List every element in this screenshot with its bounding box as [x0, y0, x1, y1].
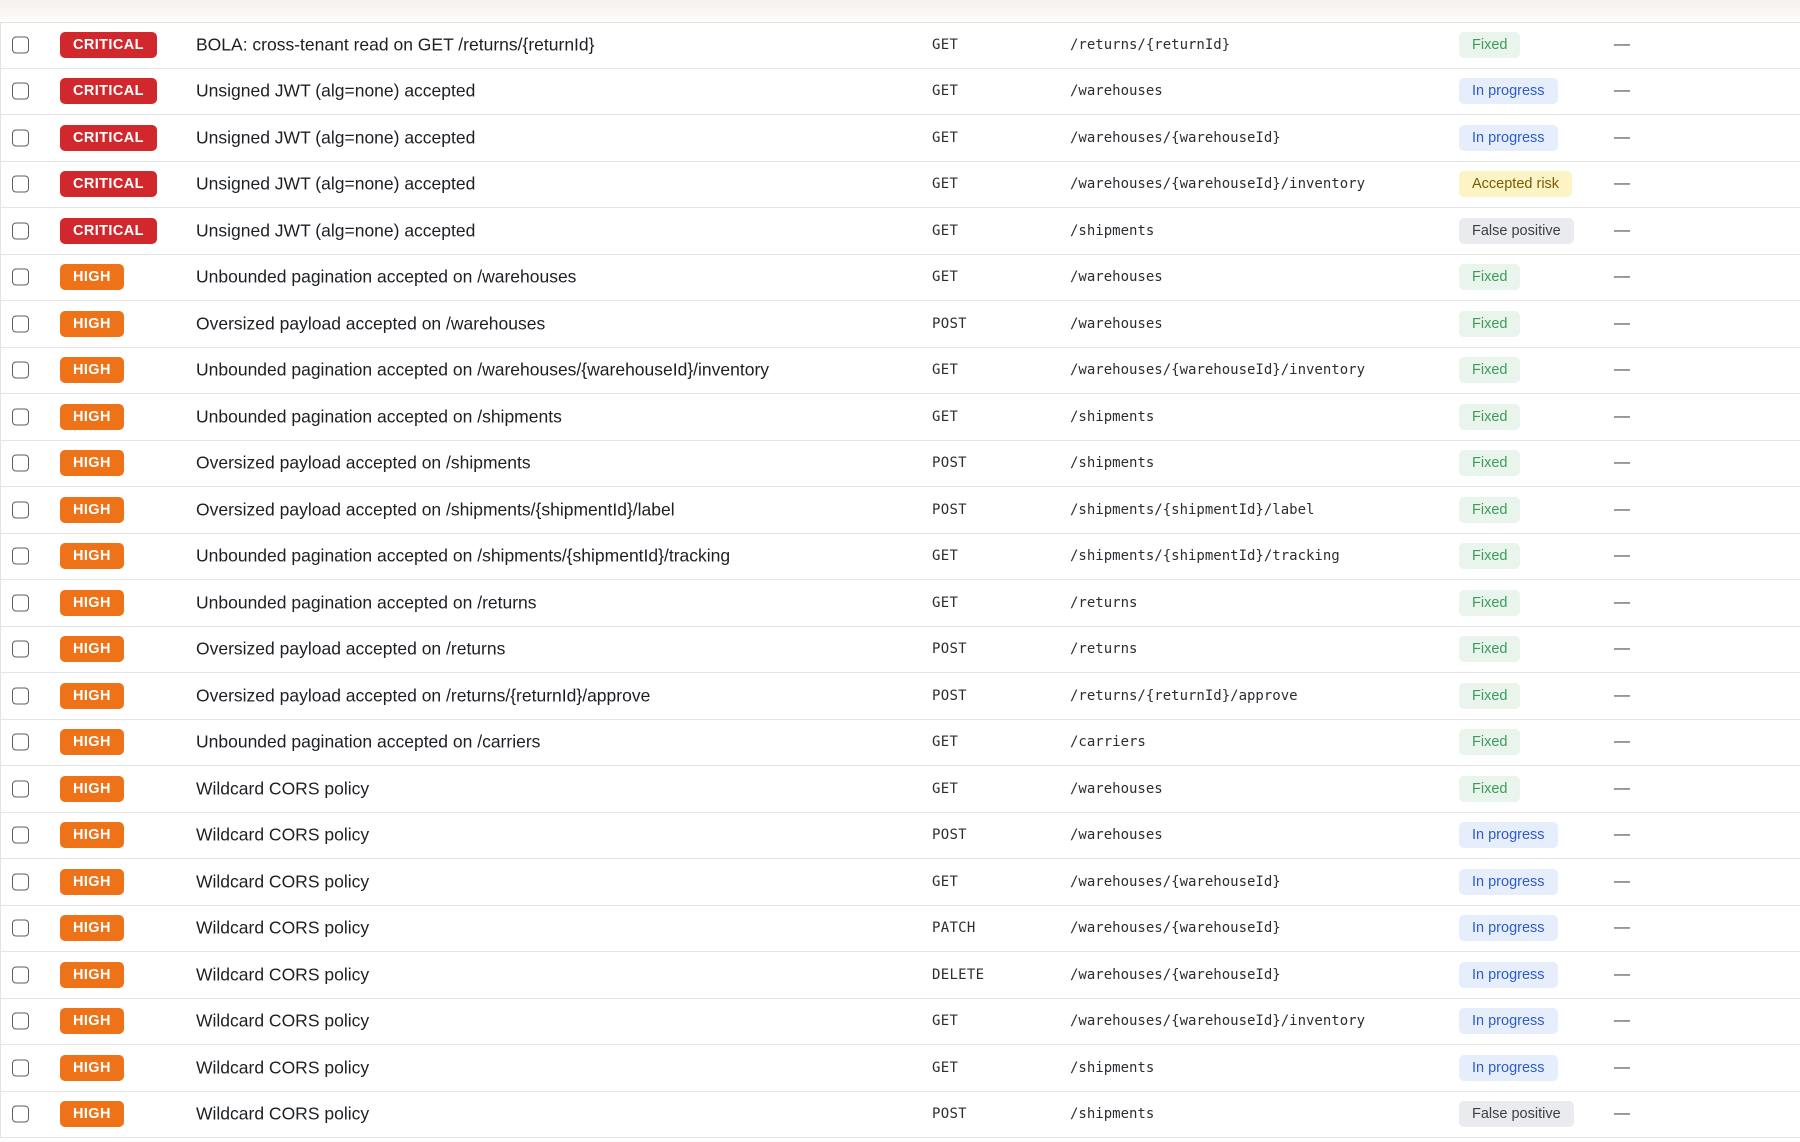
- endpoint-path: /shipments/{shipmentId}/tracking: [1070, 548, 1340, 565]
- row-checkbox[interactable]: [12, 455, 29, 472]
- table-row[interactable]: [1, 999, 1800, 1046]
- severity-badge: HIGH: [60, 450, 124, 476]
- table-row[interactable]: [1, 441, 1800, 488]
- table-row[interactable]: [1, 627, 1800, 674]
- row-checkbox[interactable]: [12, 780, 29, 797]
- finding-title[interactable]: Unbounded pagination accepted on /shipments/{shipmentId}/tracking: [196, 545, 731, 566]
- finding-title[interactable]: Oversized payload accepted on /shipments: [196, 452, 531, 473]
- finding-title[interactable]: Wildcard CORS policy: [196, 778, 370, 799]
- finding-title[interactable]: Unsigned JWT (alg=none) accepted: [196, 173, 476, 194]
- severity-badge: HIGH: [60, 590, 124, 616]
- severity-badge: HIGH: [60, 1055, 124, 1081]
- row-checkbox[interactable]: [12, 687, 29, 704]
- endpoint-path: /shipments: [1070, 1059, 1155, 1076]
- assignee-cell: —: [1614, 35, 1630, 53]
- assignee-cell: —: [1614, 1105, 1630, 1123]
- endpoint-path: /warehouses/{warehouseId}/inventory: [1070, 362, 1366, 379]
- status-badge[interactable]: False positive: [1459, 1101, 1574, 1127]
- severity-badge: HIGH: [60, 776, 124, 802]
- http-method: DELETE: [932, 966, 985, 983]
- findings-table: [0, 22, 1800, 1138]
- assignee-cell: —: [1614, 128, 1630, 146]
- row-checkbox[interactable]: [12, 315, 29, 332]
- endpoint-path: /shipments: [1070, 1106, 1155, 1123]
- finding-title[interactable]: Unsigned JWT (alg=none) accepted: [196, 80, 476, 101]
- severity-badge: CRITICAL: [60, 218, 157, 244]
- severity-badge: HIGH: [60, 729, 124, 755]
- http-method: GET: [932, 83, 959, 100]
- row-checkbox[interactable]: [12, 641, 29, 658]
- table-row[interactable]: [1, 859, 1800, 906]
- table-row[interactable]: [1, 208, 1800, 255]
- endpoint-path: /returns/{returnId}/approve: [1070, 687, 1298, 704]
- table-row[interactable]: [1, 69, 1800, 116]
- finding-title[interactable]: Unbounded pagination accepted on /warehouses: [196, 266, 577, 287]
- table-row[interactable]: [1, 766, 1800, 813]
- endpoint-path: /warehouses/{warehouseId}: [1070, 129, 1281, 146]
- endpoint-path: /shipments/{shipmentId}/label: [1070, 501, 1315, 518]
- severity-badge: HIGH: [60, 404, 124, 430]
- table-row[interactable]: [1, 534, 1800, 581]
- endpoint-path: /shipments: [1070, 455, 1155, 472]
- http-method: GET: [932, 36, 959, 53]
- status-badge[interactable]: In progress: [1459, 962, 1558, 988]
- severity-badge: HIGH: [60, 1101, 124, 1127]
- finding-title[interactable]: Wildcard CORS policy: [196, 917, 370, 938]
- row-checkbox[interactable]: [12, 269, 29, 286]
- http-method: GET: [932, 362, 959, 379]
- endpoint-path: /returns: [1070, 594, 1138, 611]
- http-method: POST: [932, 315, 967, 332]
- row-checkbox[interactable]: [12, 734, 29, 751]
- severity-badge: HIGH: [60, 683, 124, 709]
- assignee-cell: —: [1614, 82, 1630, 100]
- row-checkbox[interactable]: [12, 408, 29, 425]
- status-badge[interactable]: Fixed: [1459, 404, 1520, 430]
- assignee-cell: —: [1614, 779, 1630, 797]
- http-method: POST: [932, 827, 967, 844]
- assignee-cell: —: [1614, 733, 1630, 751]
- row-checkbox[interactable]: [12, 966, 29, 983]
- endpoint-path: /warehouses/{warehouseId}/inventory: [1070, 176, 1366, 193]
- assignee-cell: —: [1614, 314, 1630, 332]
- severity-badge: HIGH: [60, 311, 124, 337]
- assignee-cell: —: [1614, 826, 1630, 844]
- assignee-cell: —: [1614, 221, 1630, 239]
- table-row[interactable]: [1, 348, 1800, 395]
- assignee-cell: —: [1614, 547, 1630, 565]
- finding-title[interactable]: Oversized payload accepted on /warehouses: [196, 313, 546, 334]
- http-method: PATCH: [932, 920, 976, 937]
- row-checkbox[interactable]: [12, 1059, 29, 1076]
- severity-badge: HIGH: [60, 264, 124, 290]
- finding-title[interactable]: Unsigned JWT (alg=none) accepted: [196, 220, 476, 241]
- table-row[interactable]: [1, 162, 1800, 209]
- finding-title[interactable]: BOLA: cross-tenant read on GET /returns/{returnId}: [196, 34, 595, 55]
- row-checkbox[interactable]: [12, 222, 29, 239]
- table-row[interactable]: [1, 115, 1800, 162]
- finding-title[interactable]: Wildcard CORS policy: [196, 1010, 370, 1031]
- http-method: GET: [932, 548, 959, 565]
- table-row[interactable]: [1, 255, 1800, 302]
- http-method: GET: [932, 222, 959, 239]
- finding-title[interactable]: Wildcard CORS policy: [196, 824, 370, 845]
- endpoint-path: /warehouses: [1070, 269, 1163, 286]
- assignee-cell: —: [1614, 686, 1630, 704]
- severity-badge: HIGH: [60, 636, 124, 662]
- finding-title[interactable]: Unbounded pagination accepted on /returns: [196, 592, 537, 613]
- http-method: GET: [932, 780, 959, 797]
- severity-badge: HIGH: [60, 543, 124, 569]
- table-row[interactable]: [1, 720, 1800, 767]
- assignee-cell: —: [1614, 1012, 1630, 1030]
- row-checkbox[interactable]: [12, 827, 29, 844]
- table-row[interactable]: [1, 673, 1800, 720]
- finding-title[interactable]: Unbounded pagination accepted on /carriers: [196, 731, 541, 752]
- status-badge[interactable]: Fixed: [1459, 683, 1520, 709]
- finding-title[interactable]: Oversized payload accepted on /returns/{returnId}/approve: [196, 685, 651, 706]
- status-badge[interactable]: Fixed: [1459, 590, 1520, 616]
- row-checkbox[interactable]: [12, 36, 29, 53]
- assignee-cell: —: [1614, 965, 1630, 983]
- http-method: GET: [932, 734, 959, 751]
- finding-title[interactable]: Wildcard CORS policy: [196, 964, 370, 985]
- http-method: GET: [932, 873, 959, 890]
- table-header-strip: [0, 0, 1800, 23]
- table-row[interactable]: [1, 22, 1800, 69]
- severity-badge: CRITICAL: [60, 171, 157, 197]
- http-method: POST: [932, 687, 967, 704]
- row-checkbox[interactable]: [12, 920, 29, 937]
- endpoint-path: /warehouses/{warehouseId}/inventory: [1070, 1013, 1366, 1030]
- table-row[interactable]: [1, 301, 1800, 348]
- status-badge[interactable]: Fixed: [1459, 776, 1520, 802]
- status-badge[interactable]: Fixed: [1459, 636, 1520, 662]
- assignee-cell: —: [1614, 640, 1630, 658]
- endpoint-path: /warehouses: [1070, 83, 1163, 100]
- status-badge[interactable]: Fixed: [1459, 543, 1520, 569]
- status-badge[interactable]: In progress: [1459, 1055, 1558, 1081]
- row-checkbox[interactable]: [12, 362, 29, 379]
- endpoint-path: /returns: [1070, 641, 1138, 658]
- http-method: POST: [932, 455, 967, 472]
- severity-badge: HIGH: [60, 497, 124, 523]
- status-badge[interactable]: Fixed: [1459, 357, 1520, 383]
- finding-title[interactable]: Unsigned JWT (alg=none) accepted: [196, 127, 476, 148]
- status-badge[interactable]: Fixed: [1459, 311, 1520, 337]
- endpoint-path: /warehouses: [1070, 780, 1163, 797]
- table-row[interactable]: [1, 487, 1800, 534]
- status-badge[interactable]: In progress: [1459, 822, 1558, 848]
- endpoint-path: /shipments: [1070, 408, 1155, 425]
- status-badge[interactable]: In progress: [1459, 869, 1558, 895]
- status-badge[interactable]: In progress: [1459, 1008, 1558, 1034]
- severity-badge: CRITICAL: [60, 125, 157, 151]
- assignee-cell: —: [1614, 919, 1630, 937]
- severity-badge: HIGH: [60, 822, 124, 848]
- row-checkbox[interactable]: [12, 873, 29, 890]
- row-checkbox[interactable]: [12, 1013, 29, 1030]
- http-method: POST: [932, 501, 967, 518]
- row-checkbox[interactable]: [12, 176, 29, 193]
- finding-title[interactable]: Oversized payload accepted on /returns: [196, 638, 506, 659]
- status-badge[interactable]: False positive: [1459, 218, 1574, 244]
- table-row[interactable]: [1, 1045, 1800, 1092]
- table-row[interactable]: [1, 394, 1800, 441]
- assignee-cell: —: [1614, 872, 1630, 890]
- endpoint-path: /warehouses: [1070, 315, 1163, 332]
- status-badge[interactable]: Fixed: [1459, 729, 1520, 755]
- http-method: GET: [932, 269, 959, 286]
- severity-badge: CRITICAL: [60, 32, 157, 58]
- severity-badge: HIGH: [60, 357, 124, 383]
- endpoint-path: /warehouses: [1070, 827, 1163, 844]
- endpoint-path: /returns/{returnId}: [1070, 36, 1231, 53]
- table-row[interactable]: [1, 952, 1800, 999]
- http-method: GET: [932, 594, 959, 611]
- assignee-cell: —: [1614, 593, 1630, 611]
- http-method: POST: [932, 1106, 967, 1123]
- finding-title[interactable]: Wildcard CORS policy: [196, 1103, 370, 1124]
- finding-title[interactable]: Wildcard CORS policy: [196, 871, 370, 892]
- http-method: GET: [932, 1013, 959, 1030]
- finding-title[interactable]: Unbounded pagination accepted on /shipments: [196, 406, 562, 427]
- finding-title[interactable]: Wildcard CORS policy: [196, 1057, 370, 1078]
- assignee-cell: —: [1614, 1058, 1630, 1076]
- endpoint-path: /warehouses/{warehouseId}: [1070, 966, 1281, 983]
- status-badge[interactable]: In progress: [1459, 78, 1558, 104]
- assignee-cell: —: [1614, 454, 1630, 472]
- http-method: POST: [932, 641, 967, 658]
- status-badge[interactable]: In progress: [1459, 125, 1558, 151]
- http-method: GET: [932, 176, 959, 193]
- status-badge[interactable]: Fixed: [1459, 32, 1520, 58]
- status-badge[interactable]: Fixed: [1459, 497, 1520, 523]
- row-checkbox[interactable]: [12, 501, 29, 518]
- assignee-cell: —: [1614, 500, 1630, 518]
- status-badge[interactable]: In progress: [1459, 915, 1558, 941]
- endpoint-path: /shipments: [1070, 222, 1155, 239]
- row-checkbox[interactable]: [12, 129, 29, 146]
- table-row[interactable]: [1, 906, 1800, 953]
- table-row[interactable]: [1, 1092, 1800, 1139]
- status-badge[interactable]: Fixed: [1459, 264, 1520, 290]
- finding-title[interactable]: Unbounded pagination accepted on /warehouses/{warehouseId}/inventory: [196, 359, 770, 380]
- assignee-cell: —: [1614, 268, 1630, 286]
- severity-badge: HIGH: [60, 915, 124, 941]
- assignee-cell: —: [1614, 175, 1630, 193]
- table-row[interactable]: [1, 580, 1800, 627]
- http-method: GET: [932, 408, 959, 425]
- row-checkbox[interactable]: [12, 1106, 29, 1123]
- severity-badge: HIGH: [60, 869, 124, 895]
- table-row[interactable]: [1, 813, 1800, 860]
- endpoint-path: /warehouses/{warehouseId}: [1070, 920, 1281, 937]
- severity-badge: HIGH: [60, 962, 124, 988]
- row-checkbox[interactable]: [12, 83, 29, 100]
- assignee-cell: —: [1614, 407, 1630, 425]
- row-checkbox[interactable]: [12, 548, 29, 565]
- severity-badge: HIGH: [60, 1008, 124, 1034]
- row-checkbox[interactable]: [12, 594, 29, 611]
- endpoint-path: /carriers: [1070, 734, 1146, 751]
- http-method: GET: [932, 1059, 959, 1076]
- status-badge[interactable]: Fixed: [1459, 450, 1520, 476]
- finding-title[interactable]: Oversized payload accepted on /shipments/{shipmentId}/label: [196, 499, 675, 520]
- assignee-cell: —: [1614, 361, 1630, 379]
- endpoint-path: /warehouses/{warehouseId}: [1070, 873, 1281, 890]
- status-badge[interactable]: Accepted risk: [1459, 171, 1572, 197]
- http-method: GET: [932, 129, 959, 146]
- severity-badge: CRITICAL: [60, 78, 157, 104]
